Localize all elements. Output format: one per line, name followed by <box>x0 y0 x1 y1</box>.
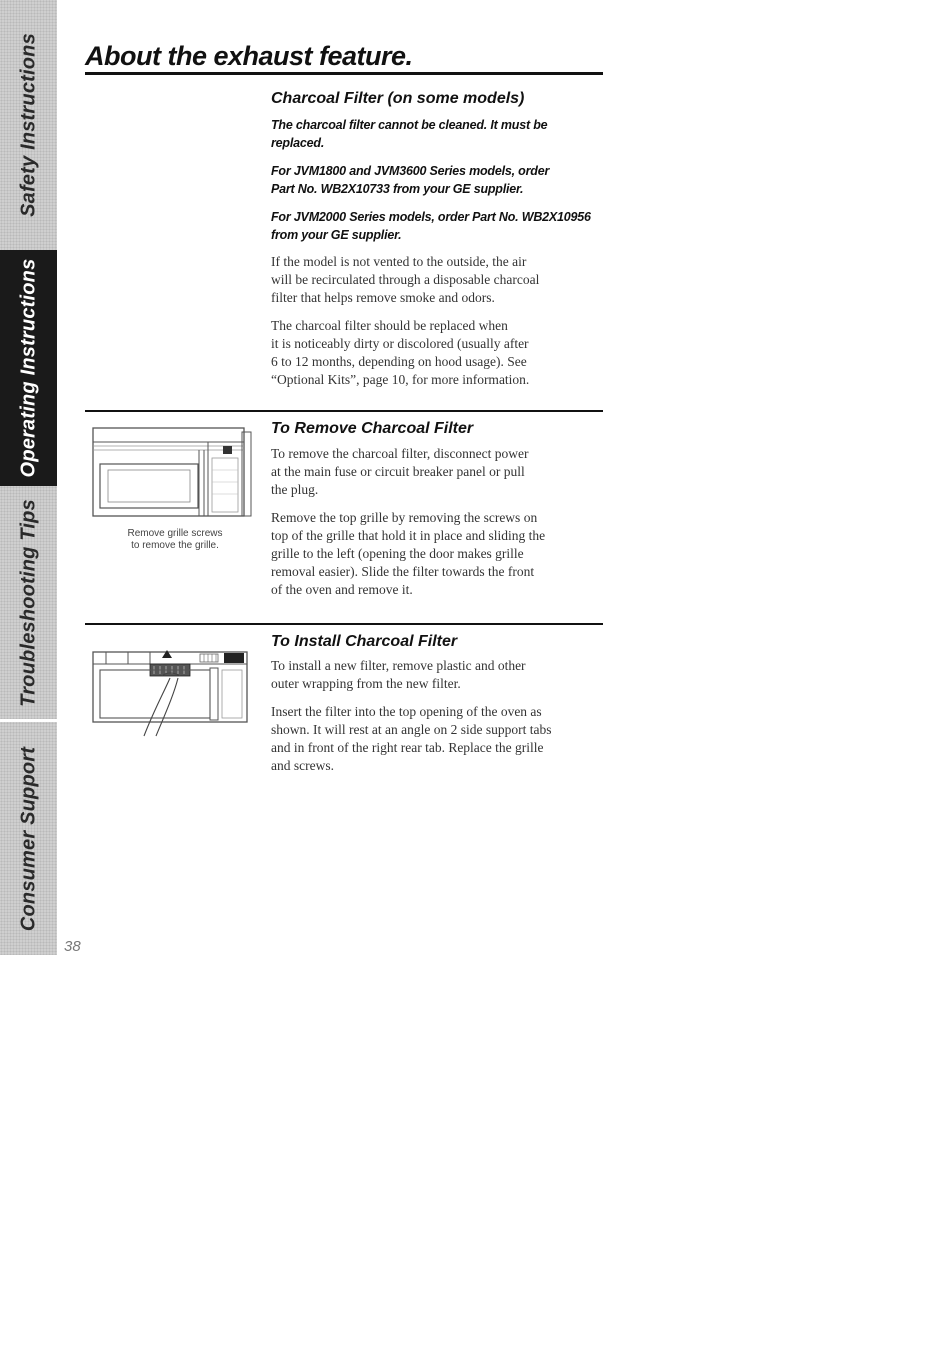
section-rule <box>85 410 603 412</box>
jvm2000-order-note <box>271 208 601 244</box>
tab-label: Safety Instructions <box>17 33 39 217</box>
page-title: About the exhaust feature. <box>85 41 413 71</box>
text-line: will be recirculated through a disposable charcoal <box>271 272 540 287</box>
text-line: removal easier). Slide the filter towards the front <box>271 564 535 579</box>
page-number: 38 <box>64 938 81 955</box>
text-line: “Optional Kits”, page 10, for more information. <box>271 372 530 387</box>
text-line: To install a new filter, remove plastic and other <box>271 658 526 673</box>
remove-grille-paragraph <box>271 509 545 599</box>
text-line: it is noticeably dirty or discolored (usually after <box>271 336 529 351</box>
text-line: the plug. <box>271 482 319 497</box>
replacement-paragraph <box>271 317 529 389</box>
insert-filter-paragraph <box>271 703 551 775</box>
tab-consumer-support[interactable] <box>0 722 57 955</box>
filter-install-illustration <box>90 640 252 740</box>
text-line: outer wrapping from the new filter. <box>271 676 461 691</box>
unwrap-filter-paragraph <box>271 657 526 693</box>
text-line: Remove grille screws <box>127 528 223 539</box>
text-line: from your GE supplier. <box>271 228 402 242</box>
text-line: to remove the grille. <box>131 540 219 551</box>
text-line: filter that helps remove smoke and odors. <box>271 290 495 305</box>
microwave-grille-illustration <box>92 420 252 520</box>
cannot-clean-note <box>271 116 601 152</box>
section-rule <box>85 623 603 625</box>
text-line: If the model is not vented to the outside, the air <box>271 254 527 269</box>
section-tab-strip <box>0 0 57 955</box>
grille-caption <box>105 528 245 552</box>
text-line: top of the grille that hold it in place and sliding the <box>271 528 546 543</box>
disconnect-power-paragraph <box>271 445 529 499</box>
text-line: 6 to 12 months, depending on hood usage). See <box>271 354 527 369</box>
text-line: of the oven and remove it. <box>271 582 413 597</box>
jvm1800-order-note <box>271 162 601 198</box>
text-line: Remove the top grille by removing the screws on <box>271 510 538 525</box>
text-line: Insert the filter into the top opening of the oven as <box>271 704 542 719</box>
text-line: grille to the left (opening the door makes grille <box>271 546 524 561</box>
text-line: shown. It will rest at an angle on 2 side support tabs <box>271 722 552 737</box>
text-line: To remove the charcoal filter, disconnect power <box>271 446 529 461</box>
tab-troubleshooting-tips[interactable] <box>0 486 57 720</box>
text-line: at the main fuse or circuit breaker panel or pull <box>271 464 525 479</box>
install-filter-heading: To Install Charcoal Filter <box>271 633 458 650</box>
text-line: and in front of the right rear tab. Replace the grille <box>271 740 544 755</box>
tab-operating-instructions[interactable] <box>0 250 57 486</box>
text-line: For JVM1800 and JVM3600 Series models, order <box>271 164 550 178</box>
text-line: For JVM2000 Series models, order Part No. WB2X10956 <box>271 210 591 224</box>
tab-label: Operating Instructions <box>17 258 39 478</box>
text-line: and screws. <box>271 758 334 773</box>
remove-filter-heading: To Remove Charcoal Filter <box>271 420 474 437</box>
tab-safety-instructions[interactable] <box>0 0 57 250</box>
text-line: The charcoal filter cannot be cleaned. It must be <box>271 118 548 132</box>
text-line: The charcoal filter should be replaced when <box>271 318 508 333</box>
charcoal-filter-heading: Charcoal Filter (on some models) <box>271 90 525 107</box>
tab-label: Troubleshooting Tips <box>17 499 39 707</box>
text-line: replaced. <box>271 136 325 150</box>
tab-label: Consumer Support <box>17 746 39 931</box>
title-rule <box>85 72 603 75</box>
text-line: Part No. WB2X10733 from your GE supplier. <box>271 182 524 196</box>
recirculation-paragraph <box>271 253 539 307</box>
